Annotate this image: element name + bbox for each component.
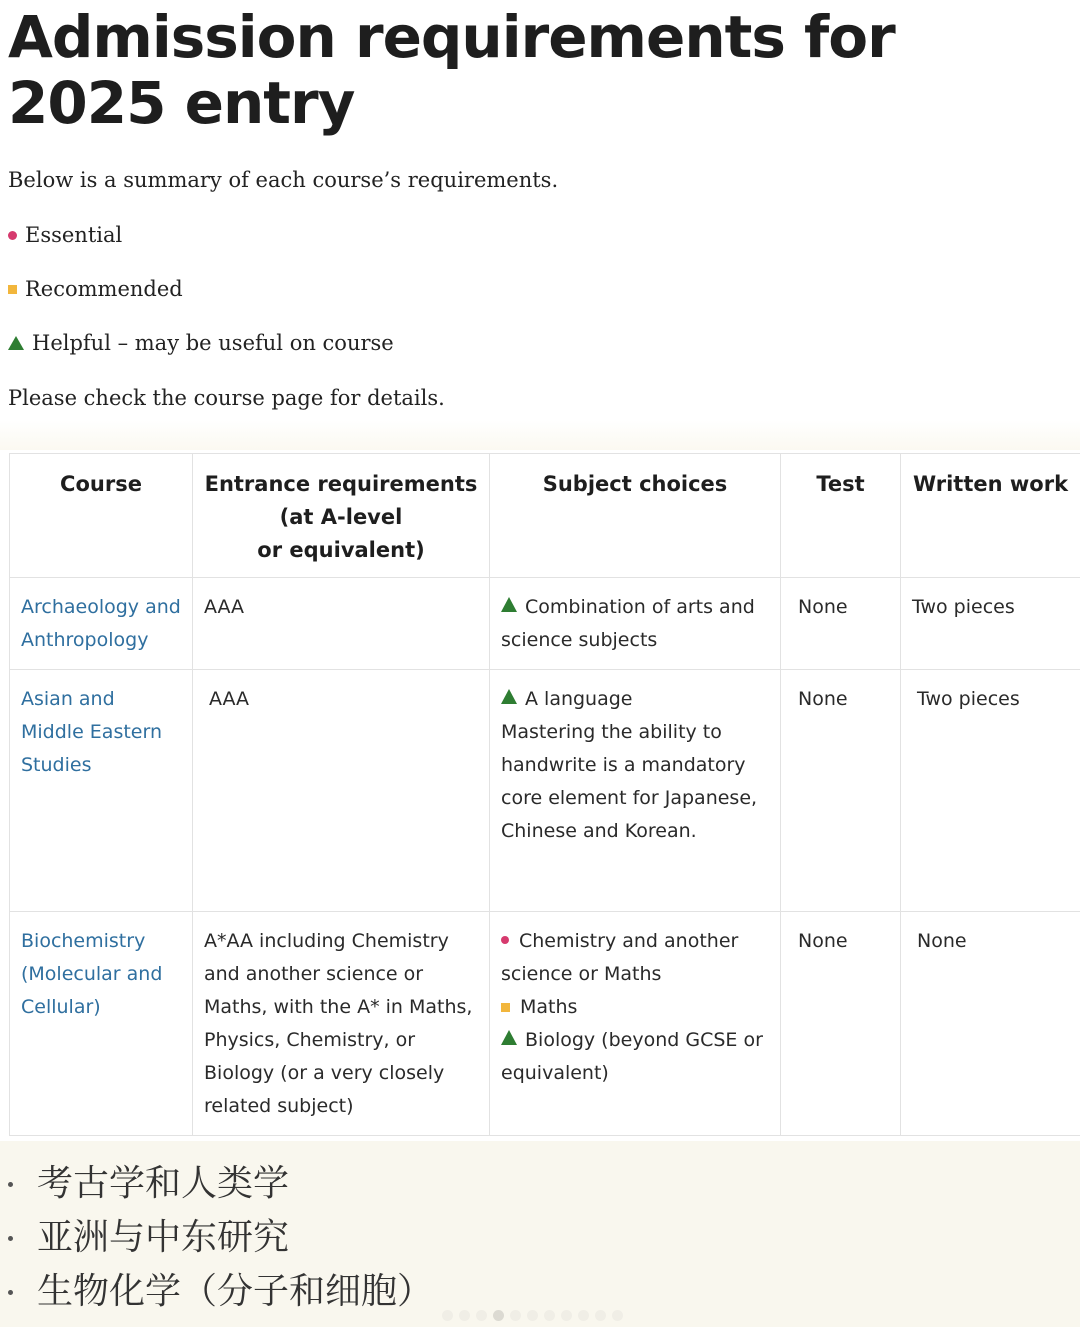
course-link-biochemistry[interactable]: Biochemistry (Molecular and Cellular) <box>21 930 163 1018</box>
pager-dot[interactable] <box>476 1310 487 1321</box>
chinese-course-list <box>8 1157 433 1319</box>
header-subjects: Subject choices <box>490 454 781 578</box>
course-cell <box>10 670 193 912</box>
header-course: Course <box>10 454 193 578</box>
header-entrance-line3: or equivalent) <box>257 538 425 562</box>
essential-dot-icon <box>8 231 17 240</box>
course-cell <box>10 578 193 670</box>
subject-text: A language <box>525 688 633 710</box>
legend-essential-label: Essential <box>25 223 123 247</box>
carousel-pager <box>442 1310 623 1321</box>
list-item-text: 生物化学（分子和细胞） <box>37 1271 434 1312</box>
subject-item <box>501 591 770 657</box>
pager-dot[interactable] <box>561 1310 572 1321</box>
pager-dot[interactable] <box>578 1310 589 1321</box>
subject-item <box>501 683 770 716</box>
list-item <box>8 1157 433 1211</box>
subjects-cell <box>490 912 781 1136</box>
pager-dot[interactable] <box>544 1310 555 1321</box>
course-link-archaeology[interactable]: Archaeology and Anthropology <box>21 596 181 651</box>
legend-helpful-label: Helpful – may be useful on course <box>32 331 394 355</box>
header-entrance-line1: Entrance requirements <box>204 472 478 496</box>
bullet-icon <box>8 1236 13 1241</box>
pager-dot[interactable] <box>459 1310 470 1321</box>
bullet-icon <box>8 1182 13 1187</box>
subjects-cell <box>490 670 781 912</box>
recommended-square-icon <box>8 285 17 294</box>
check-note: Please check the course page for details. <box>8 386 445 410</box>
pager-dot[interactable] <box>510 1310 521 1321</box>
essential-dot-icon <box>501 936 509 944</box>
header-entrance <box>193 454 490 578</box>
legend-recommended-label: Recommended <box>25 277 183 301</box>
entrance-cell: AAA <box>193 670 490 912</box>
subject-item <box>501 925 770 991</box>
test-cell: None <box>781 670 901 912</box>
table-row <box>10 912 1080 1136</box>
entrance-cell: A*AA including Chemistry and another science or Maths, with the A* in Maths, Physics, Chemistry, or Biology (or a very closely related subject) <box>193 912 490 1136</box>
subject-note: Mastering the ability to handwrite is a mandatory core element for Japanese, Chinese and Korean. <box>501 721 758 842</box>
list-item-text: 亚洲与中东研究 <box>37 1217 290 1258</box>
pager-dot[interactable] <box>527 1310 538 1321</box>
legend-helpful <box>8 329 394 357</box>
recommended-square-icon <box>501 1003 510 1012</box>
pager-dot[interactable] <box>612 1310 623 1321</box>
entrance-cell: AAA <box>193 578 490 670</box>
requirements-table <box>9 453 1080 1136</box>
legend-essential <box>8 221 122 249</box>
intro-text: Below is a summary of each course’s requirements. <box>8 168 559 192</box>
list-item <box>8 1211 433 1265</box>
helpful-triangle-icon <box>8 336 24 350</box>
written-cell: Two pieces <box>901 578 1080 670</box>
course-link-asian-middle-eastern[interactable]: Asian and Middle Eastern Studies <box>21 688 163 776</box>
helpful-triangle-icon <box>501 1030 517 1045</box>
list-item-text: 考古学和人类学 <box>37 1163 290 1204</box>
written-cell: None <box>901 912 1080 1136</box>
subject-text: Combination of arts and science subjects <box>501 596 755 651</box>
table-row <box>10 670 1080 912</box>
list-item <box>8 1265 433 1319</box>
helpful-triangle-icon <box>501 597 517 612</box>
helpful-triangle-icon <box>501 689 517 704</box>
test-cell: None <box>781 912 901 1136</box>
subject-item <box>501 991 770 1024</box>
subjects-cell <box>490 578 781 670</box>
written-cell: Two pieces <box>901 670 1080 912</box>
course-cell <box>10 912 193 1136</box>
header-written: Written work <box>901 454 1080 578</box>
fade-band <box>0 420 1080 450</box>
pager-dot-active[interactable] <box>493 1310 504 1321</box>
legend-recommended <box>8 275 183 303</box>
subject-text: Biology (beyond GCSE or equivalent) <box>501 1029 763 1084</box>
subject-text: Maths <box>520 996 578 1018</box>
pager-dot[interactable] <box>442 1310 453 1321</box>
test-cell: None <box>781 578 901 670</box>
bullet-icon <box>8 1290 13 1295</box>
header-test: Test <box>781 454 901 578</box>
subject-text: Chemistry and another science or Maths <box>501 930 739 985</box>
table-header-row <box>10 454 1080 578</box>
pager-dot[interactable] <box>595 1310 606 1321</box>
page-title: Admission requirements for 2025 entry <box>8 3 895 137</box>
header-entrance-line2: (at A-level <box>279 505 403 529</box>
table-row <box>10 578 1080 670</box>
subject-item <box>501 1024 770 1090</box>
